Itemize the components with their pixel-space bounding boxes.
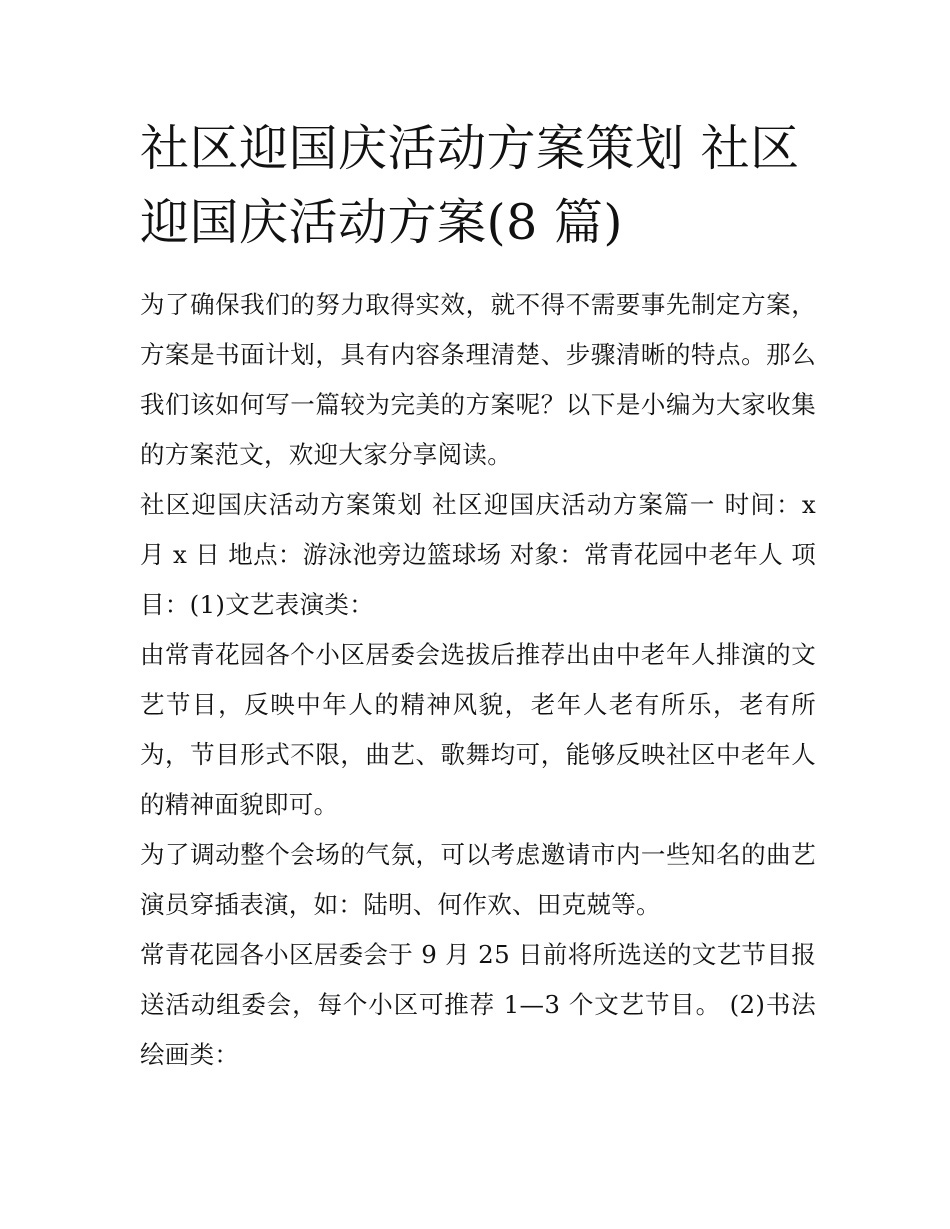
schedule-paragraph: 社区迎国庆活动方案策划 社区迎国庆活动方案篇一 时间：x 月 x 日 地点：游泳池旁边篮球场 对象：常青花园中老年人 项目：(1)文艺表演类： [140,490,816,619]
document-body [140,112,816,1080]
submission-paragraph: 常青花园各小区居委会于 9 月 25 日前将所选送的文艺节目报送活动组委会，每个小区可推荐 1—3 个文艺节目。 (2)书法绘画类： [140,940,816,1069]
performance-paragraph: 由常青花园各个小区居委会选拔后推荐出由中老年人排演的文艺节目，反映中年人的精神风貌，老年人老有所乐，老有所为，节目形式不限，曲艺、歌舞均可，能够反映社区中老年人的精神面貌即可。 [140,640,816,819]
intro-paragraph: 为了确保我们的努力取得实效，就不得不需要事先制定方案，方案是书面计划，具有内容条理清楚、步骤清晰的特点。那么我们该如何写一篇较为完美的方案呢？以下是小编为大家收集的方案范文，欢迎大家分享阅读。 [140,290,816,469]
guest-performers-paragraph: 为了调动整个会场的气氛，可以考虑邀请市内一些知名的曲艺演员穿插表演，如：陆明、何作欢、田克兢等。 [140,840,816,919]
document-title: 社区迎国庆活动方案策划 社区迎国庆活动方案(8 篇) [140,120,800,251]
